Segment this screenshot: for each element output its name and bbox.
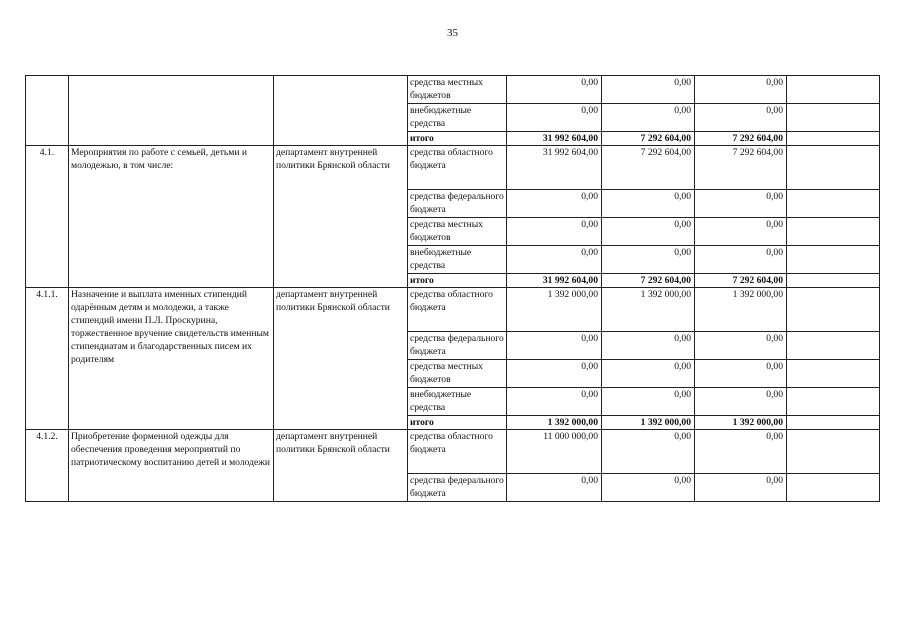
funding-source: средства областного бюджета <box>408 288 507 332</box>
amount-cell: 7 292 604,00 <box>602 132 695 146</box>
amount-cell: 31 992 604,00 <box>507 274 602 288</box>
amount-cell: 1 392 000,00 <box>695 416 787 430</box>
amount-cell: 0,00 <box>507 76 602 104</box>
amount-cell: 1 392 000,00 <box>507 416 602 430</box>
amount-cell: 7 292 604,00 <box>695 132 787 146</box>
funding-source: средства местных бюджетов <box>408 360 507 388</box>
amount-cell: 0,00 <box>695 388 787 416</box>
amount-cell: 0,00 <box>602 246 695 274</box>
amount-cell: 7 292 604,00 <box>695 146 787 190</box>
amount-cell: 31 992 604,00 <box>507 132 602 146</box>
empty-cell <box>787 132 880 146</box>
empty-cell <box>787 360 880 388</box>
table-row <box>26 146 880 190</box>
item-executor: департамент внутренней политики Брянской области <box>274 146 408 288</box>
amount-cell: 0,00 <box>695 474 787 502</box>
funding-source: средства областного бюджета <box>408 430 507 474</box>
funding-source: средства областного бюджета <box>408 146 507 190</box>
amount-cell: 0,00 <box>602 104 695 132</box>
empty-cell <box>787 332 880 360</box>
funding-source: итого <box>408 132 507 146</box>
item-executor <box>274 76 408 146</box>
amount-cell: 0,00 <box>695 190 787 218</box>
amount-cell: 0,00 <box>602 430 695 474</box>
funding-source: итого <box>408 274 507 288</box>
amount-cell: 0,00 <box>507 360 602 388</box>
empty-cell <box>787 388 880 416</box>
item-name <box>69 76 274 146</box>
funding-source: внебюджетные средства <box>408 246 507 274</box>
empty-cell <box>787 246 880 274</box>
item-name: Приобретение форменной одежды для обеспечения проведения мероприятий по патриотическому воспитанию детей и молодежи <box>69 430 274 502</box>
funding-source: внебюджетные средства <box>408 388 507 416</box>
empty-cell <box>787 430 880 474</box>
amount-cell: 0,00 <box>602 190 695 218</box>
amount-cell: 0,00 <box>695 360 787 388</box>
budget-table-body <box>26 76 880 502</box>
amount-cell: 7 292 604,00 <box>695 274 787 288</box>
item-code: 4.1.1. <box>26 288 69 430</box>
amount-cell: 0,00 <box>602 474 695 502</box>
amount-cell: 1 392 000,00 <box>695 288 787 332</box>
page-number: 35 <box>447 27 458 39</box>
empty-cell <box>787 274 880 288</box>
funding-source: внебюджетные средства <box>408 104 507 132</box>
amount-cell: 0,00 <box>695 430 787 474</box>
amount-cell: 31 992 604,00 <box>507 146 602 190</box>
amount-cell: 0,00 <box>507 332 602 360</box>
amount-cell: 1 392 000,00 <box>602 288 695 332</box>
item-name: Назначение и выплата именных стипендий одарённым детям и молодежи, а также стипендий имени П.Л. Проскурина, торжественное вручение свидетельств именным стипендиатам и благодарственных писем их родителям <box>69 288 274 430</box>
amount-cell: 0,00 <box>507 388 602 416</box>
empty-cell <box>787 104 880 132</box>
amount-cell: 0,00 <box>602 76 695 104</box>
amount-cell: 7 292 604,00 <box>602 146 695 190</box>
amount-cell: 0,00 <box>602 388 695 416</box>
amount-cell: 0,00 <box>507 246 602 274</box>
empty-cell <box>787 416 880 430</box>
item-name: Мероприятия по работе с семьей, детьми и молодежью, в том числе: <box>69 146 274 288</box>
empty-cell <box>787 146 880 190</box>
table-row <box>26 430 880 474</box>
empty-cell <box>787 474 880 502</box>
item-code: 4.1. <box>26 146 69 288</box>
funding-source: средства федерального бюджета <box>408 190 507 218</box>
funding-source: средства федерального бюджета <box>408 474 507 502</box>
empty-cell <box>787 190 880 218</box>
amount-cell: 0,00 <box>695 332 787 360</box>
amount-cell: 7 292 604,00 <box>602 274 695 288</box>
amount-cell: 0,00 <box>695 246 787 274</box>
item-code <box>26 76 69 146</box>
funding-source: средства местных бюджетов <box>408 218 507 246</box>
item-code: 4.1.2. <box>26 430 69 502</box>
funding-source: средства федерального бюджета <box>408 332 507 360</box>
amount-cell: 0,00 <box>695 218 787 246</box>
amount-cell: 0,00 <box>695 76 787 104</box>
amount-cell: 0,00 <box>602 332 695 360</box>
amount-cell: 0,00 <box>507 474 602 502</box>
funding-source: средства местных бюджетов <box>408 76 507 104</box>
item-executor: департамент внутренней политики Брянской области <box>274 430 408 502</box>
amount-cell: 0,00 <box>507 104 602 132</box>
amount-cell: 11 000 000,00 <box>507 430 602 474</box>
amount-cell: 0,00 <box>507 218 602 246</box>
amount-cell: 0,00 <box>695 104 787 132</box>
table-row <box>26 288 880 332</box>
amount-cell: 0,00 <box>602 218 695 246</box>
item-executor: департамент внутренней политики Брянской области <box>274 288 408 430</box>
budget-table <box>25 75 880 502</box>
empty-cell <box>787 76 880 104</box>
empty-cell <box>787 218 880 246</box>
empty-cell <box>787 288 880 332</box>
amount-cell: 0,00 <box>507 190 602 218</box>
funding-source: итого <box>408 416 507 430</box>
amount-cell: 0,00 <box>602 360 695 388</box>
amount-cell: 1 392 000,00 <box>602 416 695 430</box>
table-row <box>26 76 880 104</box>
amount-cell: 1 392 000,00 <box>507 288 602 332</box>
